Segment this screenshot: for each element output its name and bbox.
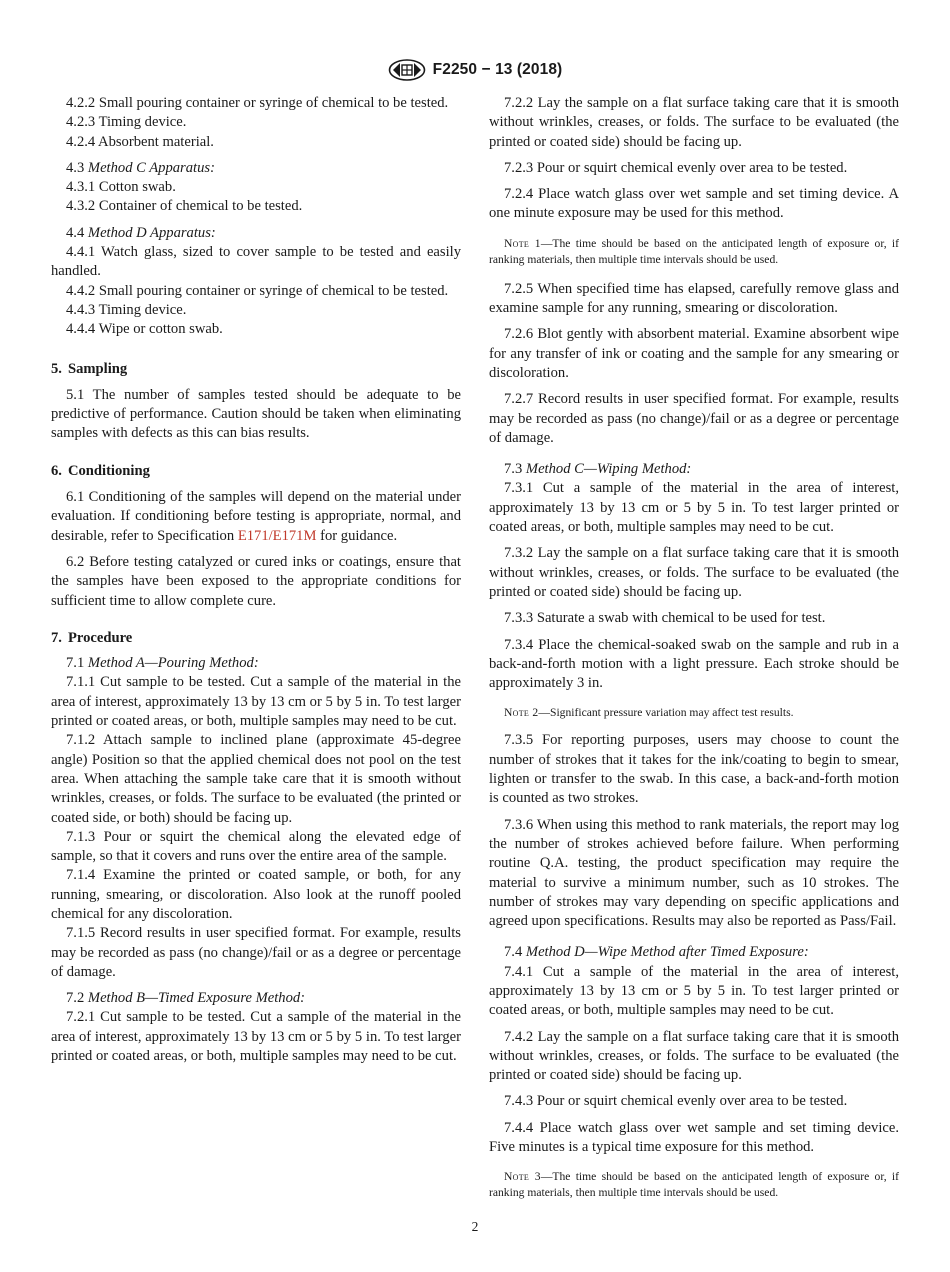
paragraph-4-2-2: 4.2.2 Small pouring container or syringe of chemical to be tested. (66, 95, 449, 111)
paragraph-7-2-7: 7.2.7 Record results in user specified format. For example, results may be recorded as pass (no change)/fail or as a degree or percentage of damage. (489, 391, 899, 446)
paragraph-7-2-1: 7.2.1 Cut sample to be tested. Cut a sample of the material in the area of interest, approximately 13 by 13 cm or 5 by 5 in. To test larger printed or coated areas, or both, multiple samples may need to be cut. (51, 1009, 461, 1065)
left-column (51, 94, 461, 1066)
page-number: 2 (471, 1219, 479, 1234)
paragraph-4-4-4: 4.4.4 Wipe or cotton swab. (66, 321, 223, 338)
right-column (489, 94, 899, 1201)
paragraph-7-3-6: 7.3.6 When using this method to rank materials, the report may log the number of strokes achieved before failure. When performing routine Q.A. testing, the product specification may require the material to survive a minimum number, such as 10 strokes. The number of strokes may vary depending on specific applications and agreed upon specifications. Results may also be reported as Pass/Fail. (489, 816, 899, 930)
paragraph-7-3-5: 7.3.5 For reporting purposes, users may choose to count the number of strokes that it takes for the ink/coating to begin to smear, lighten or transfer to the swab. In this case, a back-and-forth motion is counted as two strokes. (489, 732, 899, 807)
paragraph-7-1-4: 7.1.4 Examine the printed or coated sample, or both, for any running, smearing, or discoloration. Also look at the runoff pooled chemical for any discoloration. (51, 867, 461, 922)
paragraph-6-2: 6.2 Before testing catalyzed or cured inks or coatings, ensure that the samples have been exposed to the appropriate conditions for sufficient time to allow complete cure. (51, 553, 461, 609)
paragraph-7-1-3: 7.1.3 Pour or squirt the chemical along the elevated edge of sample, so that it covers and runs over the entire area of the sample. (51, 828, 461, 865)
paragraph-7-2-4: 7.2.4 Place watch glass over wet sample and set timing device. A one minute exposure may be used for this method. (489, 186, 899, 222)
paragraph-7-1: 7.1 Method A—Pouring Method: (66, 655, 259, 672)
page-header (0, 58, 950, 82)
paragraph-4-3-1: 4.3.1 Cotton swab. (66, 179, 176, 196)
note-1: Note 1—The time should be based on the anticipated length of exposure or, if ranking materials, then multiple time intervals should be used. (489, 236, 900, 266)
paragraph-7-2-3: 7.2.3 Pour or squirt chemical evenly over area to be tested. (504, 159, 848, 176)
section-7-heading: 7. Procedure (51, 629, 133, 646)
paragraph-4-2-4: 4.2.4 Absorbent material. (66, 133, 214, 150)
paragraph-7-2-2: 7.2.2 Lay the sample on a flat surface taking care that it is smooth without wrinkles, creases, or folds. The surface to be evaluated (the printed or coated side) should be facing up. (489, 95, 899, 150)
paragraph-7-4: 7.4 Method D—Wipe Method after Timed Exposure: (504, 944, 809, 961)
paragraph-7-1-5: 7.1.5 Record results in user specified format. For example, results may be recorded as pass (no change)/fail or as a degree or percentage of damage. (51, 925, 461, 980)
paragraph-4-2-3: 4.2.3 Timing device. (66, 114, 187, 131)
paragraph-7-2-6: 7.2.6 Blot gently with absorbent material. Examine absorbent wipe for any transfer of ink or coating and the sample for any smearing or discoloration. (489, 326, 899, 381)
note-2: Note 2—Significant pressure variation may affect test results. (504, 706, 794, 720)
paragraph-7-2-5: 7.2.5 When specified time has elapsed, carefully remove glass and examine sample for any running, smearing or discoloration. (489, 280, 899, 317)
paragraph-6-1: 6.1 Conditioning of the samples will depend on the material under evaluation. If conditioning before testing is appropriate, normal, and desirable, refer to Specification E171/E171M for guidance. (51, 489, 461, 544)
paragraph-7-4-1: 7.4.1 Cut a sample of the material in the area of interest, approximately 13 by 13 cm or 5 by 5 in. To test larger printed or coated areas, or both, multiple samples may need to be cut. (489, 963, 899, 1019)
section-6-heading: 6. Conditioning (51, 462, 150, 479)
document-designation: F2250 − 13 (2018) (432, 61, 563, 78)
paragraph-7-4-2: 7.4.2 Lay the sample on a flat surface taking care that it is smooth without wrinkles, creases, or folds. The surface to be evaluated (the printed or coated side) should be facing up. (489, 1028, 899, 1084)
paragraph-7-3-2: 7.3.2 Lay the sample on a flat surface taking care that it is smooth without wrinkles, creases, or folds. The surface to be evaluated (the printed or coated side) should be facing up. (489, 545, 899, 600)
paragraph-7-3-1: 7.3.1 Cut a sample of the material in the area of interest, approximately 13 by 13 cm or 5 by 5 in. To test larger printed or coated areas, or both, multiple samples may need to be cut. (489, 480, 899, 536)
paragraph-5-1: 5.1 The number of samples tested should be adequate to be predictive of performance. Caution should be taken when eliminating samples with defects as this can bias results. (51, 386, 461, 442)
paragraph-7-3: 7.3 Method C—Wiping Method: (504, 461, 692, 478)
paragraph-7-4-4: 7.4.4 Place watch glass over wet sample and set timing device. Five minutes is a typical time exposure for this method. (489, 1119, 899, 1156)
paragraph-7-4-3: 7.4.3 Pour or squirt chemical evenly over area to be tested. (504, 1093, 848, 1110)
note-3: Note 3—The time should be based on the anticipated length of exposure or, if ranking materials, then multiple time intervals should be used. (489, 1170, 900, 1200)
paragraph-4-4-1: 4.4.1 Watch glass, sized to cover sample to be tested and easily handled. (51, 244, 461, 280)
specification-link[interactable]: E171/E171M (237, 527, 317, 544)
paragraph-7-3-3: 7.3.3 Saturate a swab with chemical to be used for test. (504, 610, 826, 627)
astm-logo-icon (388, 59, 426, 81)
paragraph-7-1-2: 7.1.2 Attach sample to inclined plane (approximate 45-degree angle) Position so that the applied chemical does not pool on the test area. When attaching the sample take care that it is smooth without wrinkles, creases, or folds. The surface to be evaluated (the printed or coated side, or both) should be facing up. (51, 732, 461, 826)
paragraph-4-4-2: 4.4.2 Small pouring container or syringe of chemical to be tested. (66, 282, 449, 299)
section-5-heading: 5. Sampling (51, 360, 128, 377)
paragraph-4-3: 4.3 Method C Apparatus: (66, 159, 215, 176)
paragraph-4-4: 4.4 Method D Apparatus: (66, 224, 216, 241)
paragraph-7-1-1: 7.1.1 Cut sample to be tested. Cut a sample of the material in the area of interest, approximately 13 by 13 cm or 5 by 5 in. To test larger printed or coated areas, or both, multiple samples may need to be cut. (51, 674, 461, 730)
paragraph-4-4-3: 4.4.3 Timing device. (66, 301, 187, 318)
paragraph-7-2: 7.2 Method B—Timed Exposure Method: (66, 990, 306, 1007)
paragraph-7-3-4: 7.3.4 Place the chemical-soaked swab on the sample and rub in a back-and-forth motion with a light pressure. Each stroke should be approximately 3 in. (489, 636, 899, 692)
paragraph-4-3-2: 4.3.2 Container of chemical to be tested. (66, 198, 303, 215)
